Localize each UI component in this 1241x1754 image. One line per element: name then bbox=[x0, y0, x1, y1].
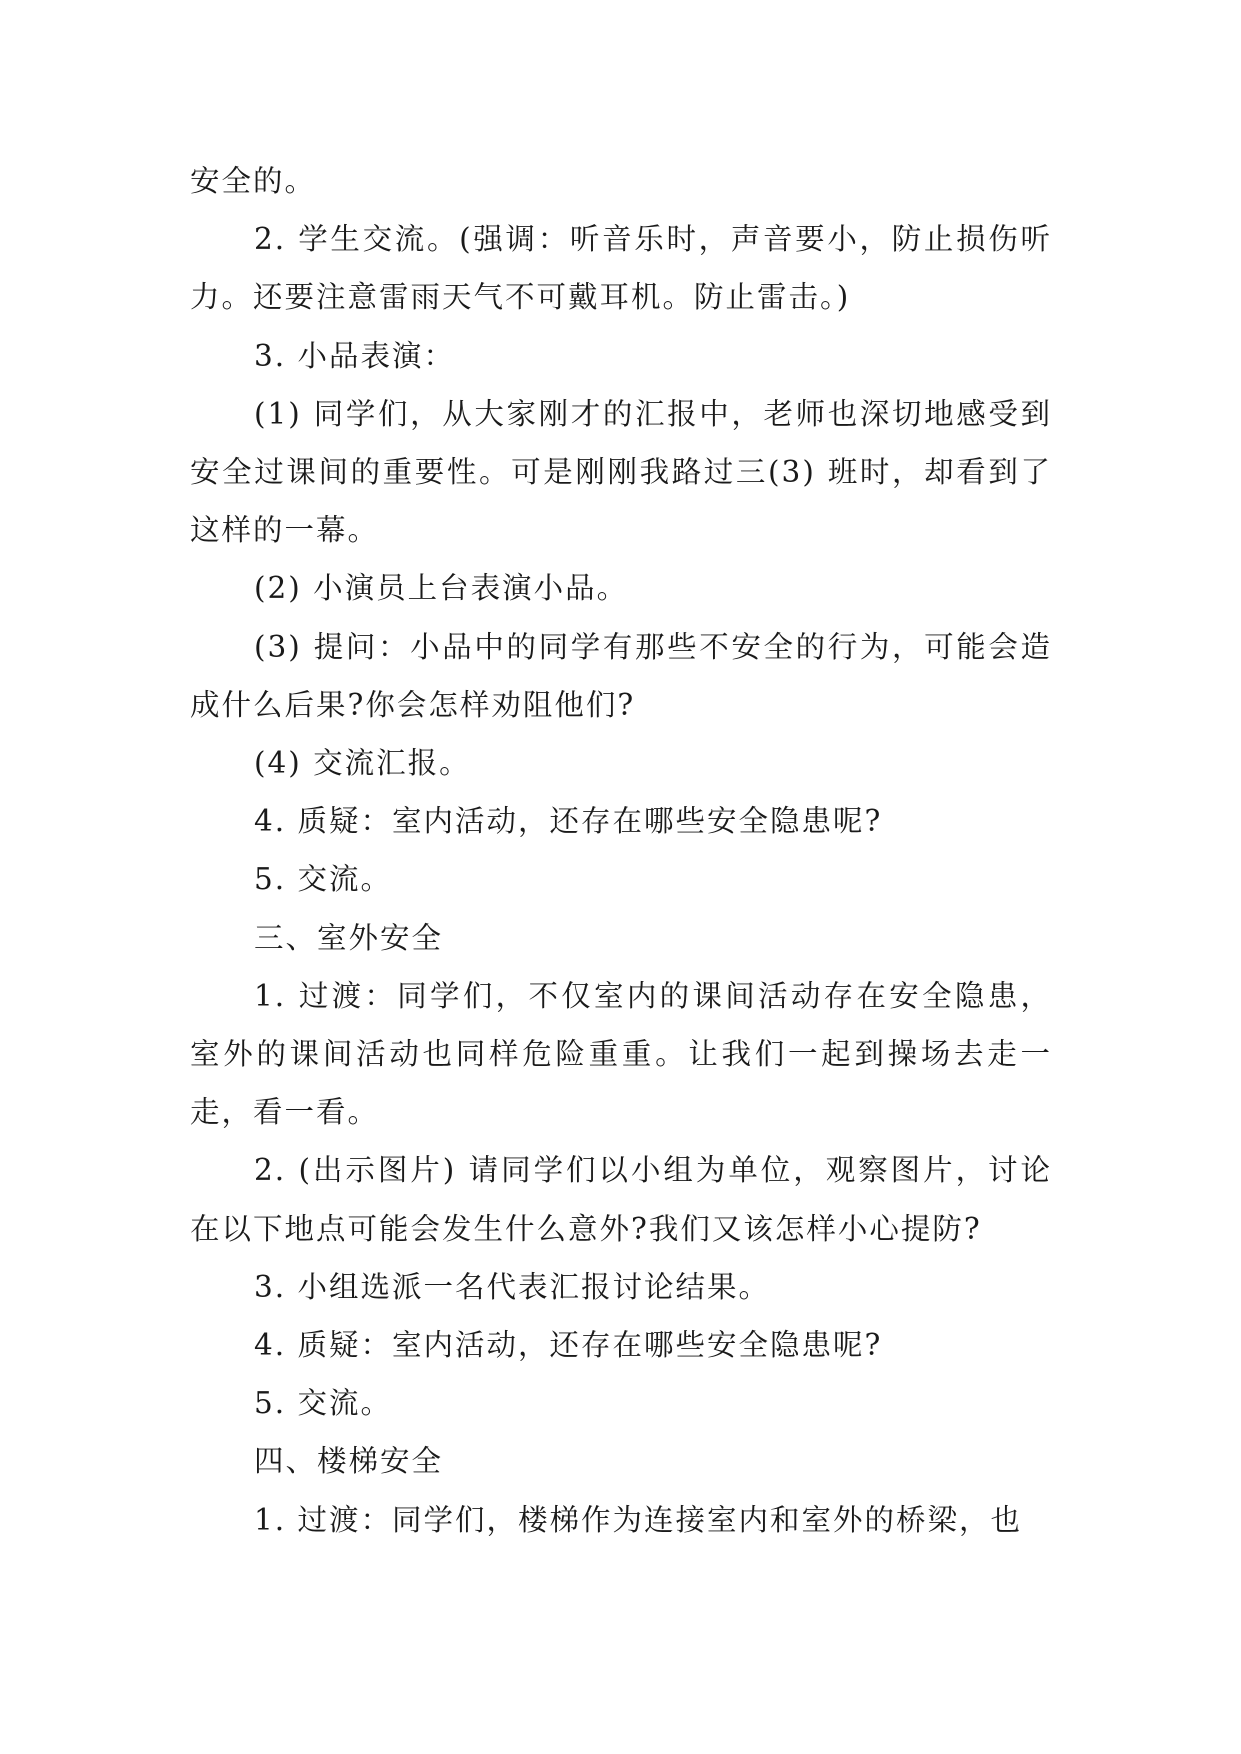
paragraph: 2. 学生交流。(强调：听音乐时，声音要小，防止损伤听力。还要注意雷雨天气不可戴耳机。防止雷击。) bbox=[190, 222, 1052, 315]
paragraph: 3. 小组选派一名代表汇报讨论结果。 bbox=[254, 1269, 771, 1304]
paragraph: (4) 交流汇报。 bbox=[254, 746, 471, 781]
paragraph: 1. 过渡：同学们，楼梯作为连接室内和室外的桥梁，也 bbox=[254, 1502, 1023, 1537]
paragraph: 4. 质疑：室内活动，还存在哪些安全隐患呢? bbox=[254, 804, 883, 839]
paragraph: (3) 提问：小品中的同学有那些不安全的行为，可能会造成什么后果?你会怎样劝阻他们? bbox=[190, 629, 1052, 722]
paragraph: (1) 同学们，从大家刚才的汇报中，老师也深切地感受到安全过课间的重要性。可是刚刚我路过三(3) 班时，却看到了这样的一幕。 bbox=[190, 396, 1052, 548]
paragraph: 安全的。 bbox=[190, 164, 317, 198]
paragraph: 4. 质疑：室内活动，还存在哪些安全隐患呢? bbox=[254, 1328, 883, 1363]
paragraph: 3. 小品表演： bbox=[254, 338, 456, 373]
section-heading: 三、室外安全 bbox=[254, 920, 444, 955]
paragraph: 1. 过渡：同学们，不仅室内的课间活动存在安全隐患，室外的课间活动也同样危险重重。让我们一起到操场去走一走，看一看。 bbox=[190, 978, 1052, 1130]
paragraph: 5. 交流。 bbox=[254, 862, 393, 897]
paragraph: (2) 小演员上台表演小品。 bbox=[254, 571, 629, 606]
paragraph: 5. 交流。 bbox=[254, 1386, 393, 1421]
paragraph: 2. (出示图片) 请同学们以小组为单位，观察图片，讨论在以下地点可能会发生什么意外?我们又该怎样小心提防? bbox=[190, 1153, 1052, 1246]
document-body bbox=[190, 152, 1052, 1549]
section-heading: 四、楼梯安全 bbox=[254, 1444, 444, 1479]
